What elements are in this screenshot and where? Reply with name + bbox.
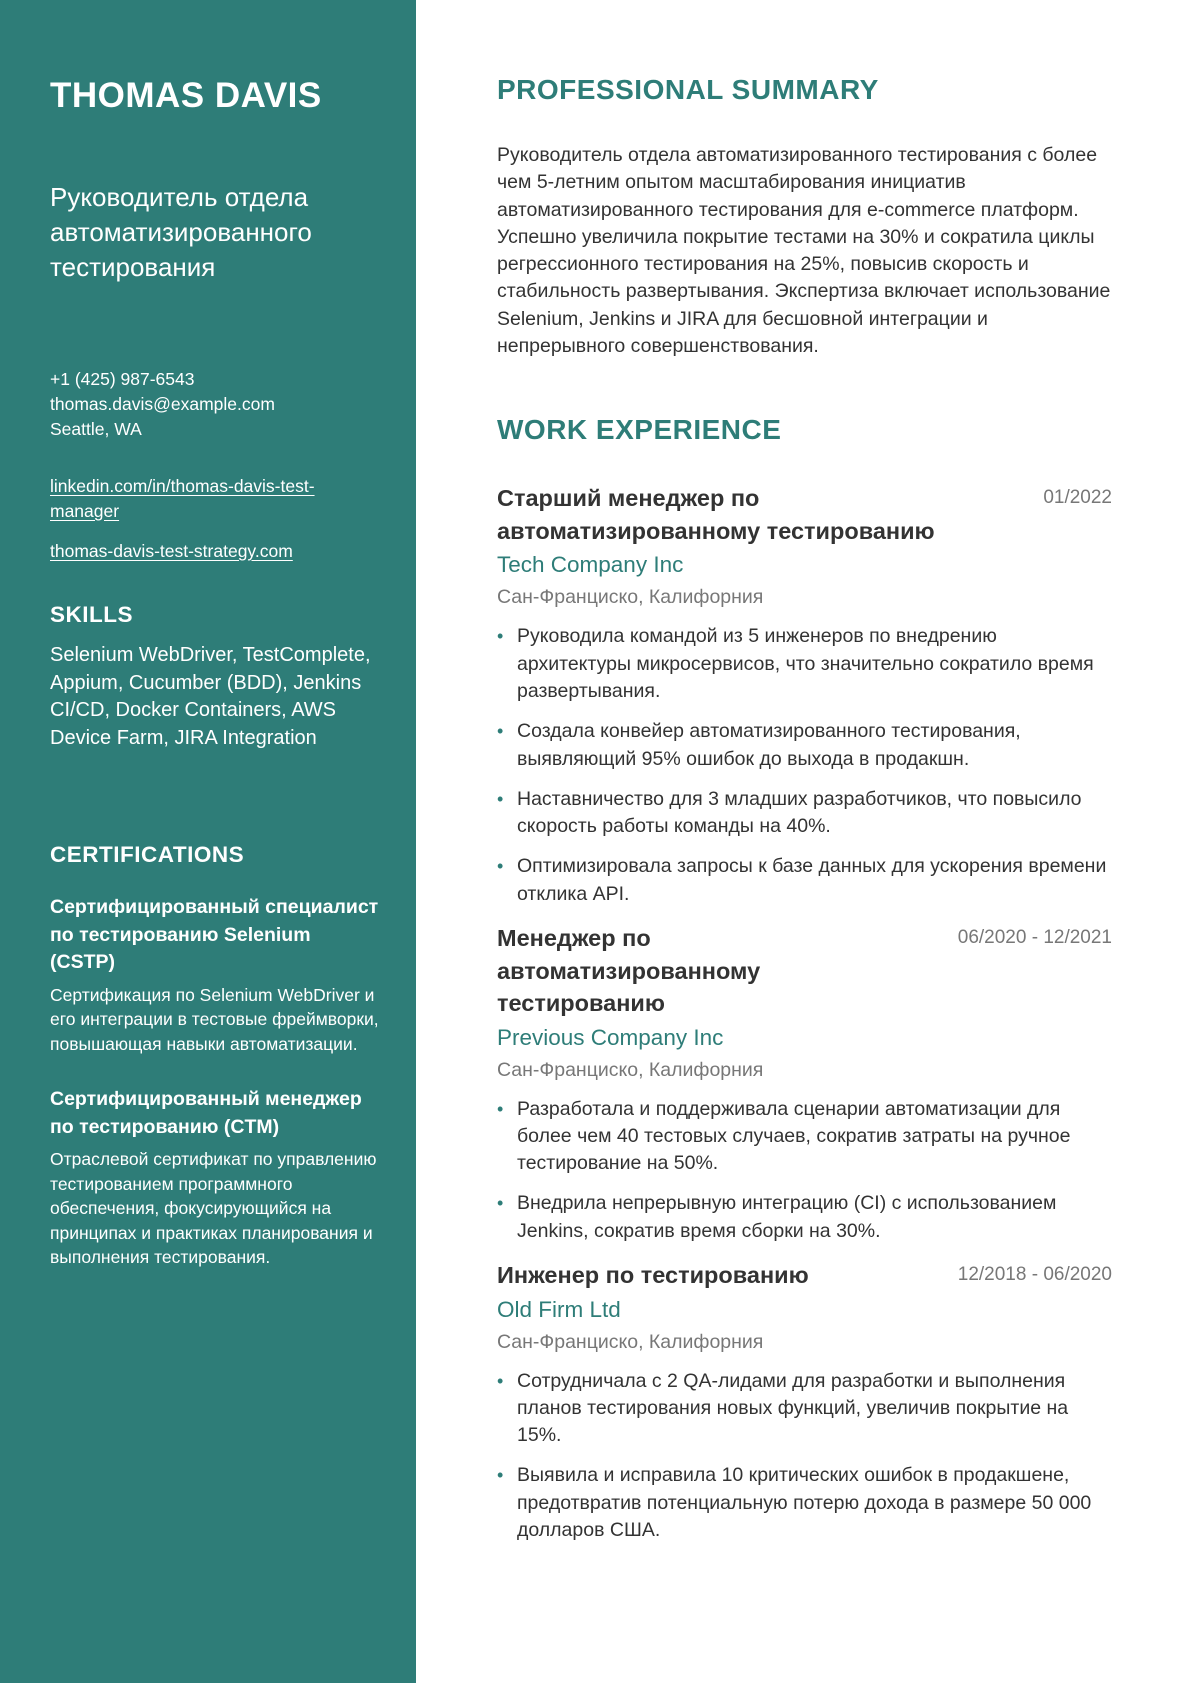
bullet-item bbox=[497, 718, 1112, 773]
bullet-icon: • bbox=[497, 721, 504, 742]
job-date: 06/2020 - 12/2021 bbox=[957, 927, 1112, 949]
bullet-item bbox=[497, 623, 1112, 705]
certification-name: Сертифицированный менеджер по тестированию (CTM) bbox=[50, 1088, 362, 1138]
job-entry bbox=[497, 482, 1112, 908]
certification-item bbox=[50, 894, 380, 1056]
main-content bbox=[497, 72, 1112, 1557]
bullet-text: Разработала и поддерживала сценарии автоматизации для более чем 40 тестовых случаев, сократив затраты на ручное тестирование на 50%. bbox=[517, 1097, 1071, 1175]
bullet-text: Оптимизировала запросы к базе данных для ускорения времени отклика API. bbox=[517, 855, 1107, 905]
bullet-item bbox=[497, 1368, 1112, 1450]
company-name: Tech Company Inc bbox=[497, 552, 684, 578]
company-name: Previous Company Inc bbox=[497, 1024, 724, 1050]
job-location: Сан-Франциско, Калифорния bbox=[497, 1058, 764, 1081]
phone-number: +1 (425) 987-6543 bbox=[50, 369, 195, 389]
job-bullets bbox=[497, 1096, 1112, 1245]
sidebar bbox=[0, 0, 416, 1683]
job-title: Старший менеджер по автоматизированному тестированию bbox=[497, 485, 935, 544]
bullet-text: Руководила командой из 5 инженеров по внедрению архитектуры микросервисов, что значительно сократило время развертывания. bbox=[517, 625, 1094, 702]
bullet-item bbox=[497, 1096, 1112, 1178]
bullet-text: Выявила и исправила 10 критических ошибок в продакшене, предотвратив потенциальную потерю дохода в размере 50 000 долларов США. bbox=[517, 1464, 1092, 1542]
certification-item bbox=[50, 1086, 380, 1270]
certification-description: Отраслевой сертификат по управлению тестированием программного обеспечения, фокусирующийся на принципах и практиках планирования и выполнения тестирования. bbox=[50, 1149, 377, 1267]
bullet-icon: • bbox=[497, 1370, 504, 1391]
bullet-item bbox=[497, 786, 1112, 841]
contact-info bbox=[50, 367, 380, 442]
bullet-icon: • bbox=[497, 856, 504, 877]
email-address: thomas.davis@example.com bbox=[50, 394, 275, 414]
work-experience-heading: WORK EXPERIENCE bbox=[497, 414, 782, 446]
bullet-icon: • bbox=[497, 1098, 504, 1119]
bullet-text: Сотрудничала с 2 QA-лидами для разработки и выполнения планов тестирования новых функций, увеличив покрытие на 15%. bbox=[517, 1369, 1069, 1447]
job-title: Инженер по тестированию bbox=[497, 1262, 809, 1289]
bullet-text: Внедрила непрерывную интеграцию (CI) с использованием Jenkins, сократив время сборки на 30%. bbox=[517, 1192, 1057, 1242]
bullet-item bbox=[497, 853, 1112, 908]
job-date: 01/2022 bbox=[1043, 487, 1112, 509]
person-title: Руководитель отдела автоматизированного тестирования bbox=[50, 182, 312, 282]
skills-list: Selenium WebDriver, TestComplete, Appium, Cucumber (BDD), Jenkins CI/CD, Docker Containers, AWS Device Farm, JIRA Integration bbox=[50, 644, 371, 749]
job-bullets bbox=[497, 1368, 1112, 1545]
certification-description: Сертификация по Selenium WebDriver и его интеграции в тестовые фреймворки, повышающая навыки автоматизации. bbox=[50, 984, 379, 1054]
job-location: Сан-Франциско, Калифорния bbox=[497, 1330, 764, 1353]
summary-text: Руководитель отдела автоматизированного тестирования с более чем 5-летним опытом масштабирования инициатив автоматизированного тестирования для e-commerce платформ. Успешно увеличила покрытие тестами на 30% и сократила циклы регрессионного тестирования на 25%, повысив скорость и стабильность развертывания. Экспертиза включает использование Selenium, Jenkins и JIRA для бесшовной интеграции и непрерывного совершенствования. bbox=[497, 144, 1111, 358]
job-date: 12/2018 - 06/2020 bbox=[957, 1264, 1112, 1286]
bullet-icon: • bbox=[497, 788, 504, 809]
job-entry bbox=[497, 1259, 1112, 1544]
bullet-item bbox=[497, 1462, 1112, 1544]
job-bullets bbox=[497, 623, 1112, 908]
linkedin-link[interactable]: linkedin.com/in/thomas-davis-test-manager bbox=[50, 476, 315, 521]
bullet-item bbox=[497, 1190, 1112, 1245]
job-entry bbox=[497, 922, 1112, 1245]
bullet-icon: • bbox=[497, 1465, 504, 1486]
bullet-icon: • bbox=[497, 626, 504, 647]
certification-name: Сертифицированный специалист по тестированию Selenium (CSTP) bbox=[50, 896, 379, 973]
bullet-icon: • bbox=[497, 1193, 504, 1214]
certifications-heading: CERTIFICATIONS bbox=[50, 842, 245, 867]
location: Seattle, WA bbox=[50, 419, 142, 439]
bullet-text: Наставничество для 3 младших разработчиков, что повысило скорость работы команды на 40%. bbox=[517, 787, 1082, 838]
job-title: Менеджер по автоматизированному тестированию bbox=[497, 925, 761, 1017]
website-link[interactable]: thomas-davis-test-strategy.com bbox=[50, 541, 293, 561]
skills-heading: SKILLS bbox=[50, 602, 134, 627]
job-location: Сан-Франциско, Калифорния bbox=[497, 586, 764, 609]
summary-heading: PROFESSIONAL SUMMARY bbox=[497, 74, 879, 105]
person-name: THOMAS DAVIS bbox=[50, 76, 322, 115]
bullet-text: Создала конвейер автоматизированного тестирования, выявляющий 95% ошибок до выхода в продакшн. bbox=[517, 720, 1021, 770]
company-name: Old Firm Ltd bbox=[497, 1296, 621, 1322]
profile-links bbox=[50, 474, 380, 564]
